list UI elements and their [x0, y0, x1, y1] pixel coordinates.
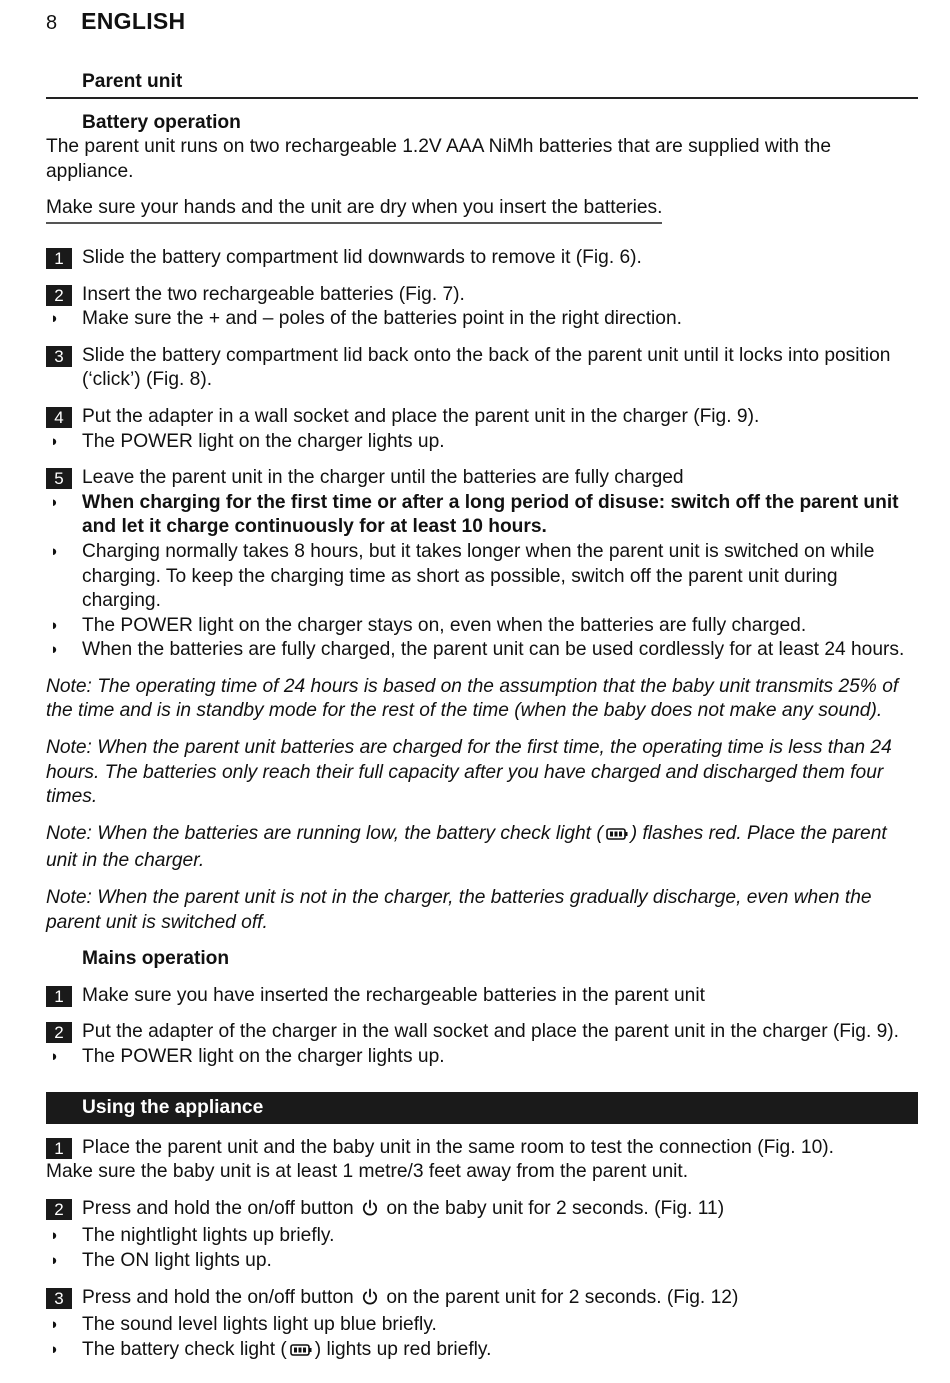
step-text-end: on the baby unit for 2 seconds. (Fig. 11) — [386, 1197, 725, 1219]
step-item — [46, 405, 918, 430]
bullet-item — [46, 430, 918, 455]
language-label: ENGLISH — [81, 8, 186, 34]
battery-icon — [289, 1341, 313, 1366]
step-text: Put the adapter in a wall socket and place the parent unit in the charger (Fig. 9). — [82, 405, 760, 427]
bullet-arrow-icon: ◗ — [50, 1251, 60, 1269]
step-item — [46, 1136, 918, 1161]
step-item — [46, 344, 918, 393]
mains-step-2 — [46, 1020, 918, 1069]
bullet-item — [46, 614, 918, 639]
step-subtext: Make sure the baby unit is at least 1 metre/3 feet away from the parent unit. — [46, 1161, 689, 1183]
step-text: Insert the two rechargeable batteries (Fig. 7). — [82, 283, 465, 305]
page-number: 8 — [46, 12, 58, 34]
note-discharge: Note: When the parent unit is not in the charger, the batteries gradually discharge, even when the parent unit is switched off. — [46, 887, 872, 933]
bullet-arrow-icon: ◗ — [50, 616, 60, 634]
battery-step-2 — [46, 283, 918, 332]
bullet-text: Make sure the + and – poles of the batteries point in the right direction. — [82, 308, 682, 330]
note-first-charge: Note: When the parent unit batteries are charged for the first time, the operating time is less than 24 hours. The batteries only reach their full capacity after you have charged and discharged them four times. — [46, 737, 892, 808]
bullet-item — [46, 1249, 918, 1274]
bullet-text: The nightlight lights up briefly. — [82, 1225, 335, 1247]
parent-unit-heading-block — [46, 70, 918, 99]
bullet-text: Charging normally takes 8 hours, but it takes longer when the parent unit is switched on while charging. To keep the charging time as short as possible, switch off the parent unit during charging. — [82, 540, 875, 612]
bullet-item — [46, 491, 918, 540]
step-text: Place the parent unit and the baby unit in the same room to test the connection (Fig. 10). — [82, 1136, 834, 1158]
bullet-item — [46, 540, 918, 614]
bullet-item — [46, 1224, 918, 1249]
battery-icon — [605, 825, 629, 850]
bullet-arrow-icon: ◗ — [50, 310, 60, 328]
battery-warning-block — [46, 196, 918, 224]
parent-unit-heading: Parent unit — [82, 71, 183, 92]
step-item — [46, 283, 918, 308]
step-number: 2 — [46, 1022, 72, 1043]
mains-operation-heading: Mains operation — [82, 948, 230, 970]
battery-warning-text: Make sure your hands and the unit are dry when you insert the batteries. — [46, 196, 662, 224]
step-number: 1 — [46, 248, 72, 269]
bullet-text: When the batteries are fully charged, the parent unit can be used cordlessly for at least 24 hours. — [82, 639, 905, 661]
step-number: 2 — [46, 1199, 72, 1220]
bullet-arrow-icon: ◗ — [50, 493, 60, 511]
step-number: 4 — [46, 407, 72, 428]
bullet-arrow-icon: ◗ — [50, 1316, 60, 1334]
bullet-text: The POWER light on the charger lights up. — [82, 430, 445, 452]
step-number: 1 — [46, 986, 72, 1007]
step-text: Put the adapter of the charger in the wall socket and place the parent unit in the charger (Fig. 9). — [82, 1021, 900, 1043]
bullet-arrow-icon: ◗ — [50, 1227, 60, 1245]
step-item — [46, 984, 918, 1009]
power-icon — [361, 1288, 379, 1314]
battery-step-1 — [46, 246, 918, 271]
step-text: Slide the battery compartment lid back onto the back of the parent unit until it locks into position (‘click’) (Fig. 8). — [82, 344, 891, 391]
note-text-start: Note: When the batteries are running low, the battery check light ( — [46, 822, 603, 844]
bullet-arrow-icon: ◗ — [50, 432, 60, 450]
step-text-end: on the parent unit for 2 seconds. (Fig. 12) — [386, 1286, 739, 1308]
bullet-text: The POWER light on the charger stays on, even when the batteries are fully charged. — [82, 614, 807, 636]
page-header — [46, 8, 185, 35]
note-operating-time: Note: The operating time of 24 hours is based on the assumption that the baby unit transmits 25% of the time and is in standby mode for the rest of the time (when the baby does not make any sound). — [46, 675, 899, 722]
step-text-start: Press and hold the on/off button — [82, 1286, 354, 1308]
step-item — [46, 1197, 918, 1225]
battery-operation-heading: Battery operation — [82, 111, 241, 133]
step-text: Slide the battery compartment lid downwards to remove it (Fig. 6). — [82, 246, 642, 268]
mains-step-1 — [46, 984, 918, 1009]
step-text-start: Press and hold the on/off button — [82, 1197, 354, 1219]
battery-intro-text: The parent unit runs on two rechargeable 1.2V AAA NiMh batteries that are supplied with the appliance. — [46, 136, 832, 182]
step-item — [46, 1020, 918, 1045]
using-step-2 — [46, 1197, 918, 1274]
step-number: 3 — [46, 1288, 72, 1309]
bullet-item — [46, 1338, 918, 1366]
using-step-1 — [46, 1136, 918, 1185]
bullet-text: The ON light lights up. — [82, 1249, 272, 1271]
step-item — [46, 1286, 918, 1314]
power-icon — [361, 1199, 379, 1225]
step-number: 2 — [46, 285, 72, 306]
note-text-end: ) flashes red. Place the parent unit in the charger. — [46, 822, 887, 872]
bullet-arrow-icon: ◗ — [50, 1048, 60, 1065]
bullet-item — [46, 1313, 918, 1338]
bullet-text: The sound level lights light up blue briefly. — [82, 1314, 437, 1336]
step-number: 3 — [46, 346, 72, 367]
bullet-text: The POWER light on the charger lights up. — [82, 1046, 445, 1067]
bullet-item — [46, 1045, 918, 1070]
bullet-item — [46, 638, 918, 663]
bullet-text: When charging for the first time or after a long period of disuse: switch off the parent unit and let it charge continuously for at least 10 hours. — [82, 491, 899, 538]
bullet-arrow-icon: ◗ — [50, 1340, 60, 1358]
step-item — [46, 246, 918, 271]
bullet-arrow-icon: ◗ — [50, 641, 60, 659]
step-text: Make sure you have inserted the rechargeable batteries in the parent unit — [82, 984, 705, 1006]
using-appliance-heading: Using the appliance — [46, 1092, 918, 1124]
step-number: 1 — [46, 1138, 72, 1159]
battery-step-3 — [46, 344, 918, 393]
bullet-text-end: ) lights up red briefly. — [314, 1338, 492, 1360]
step-text: Leave the parent unit in the charger until the batteries are fully charged — [82, 467, 684, 489]
bullet-text-start: The battery check light ( — [82, 1338, 287, 1360]
bullet-arrow-icon: ◗ — [50, 542, 60, 560]
step-number: 5 — [46, 468, 72, 489]
using-step-3 — [46, 1286, 918, 1366]
page-content — [46, 70, 918, 1377]
note-low-battery — [46, 822, 918, 874]
battery-step-5 — [46, 466, 918, 663]
bullet-item — [46, 307, 918, 332]
step-item — [46, 466, 918, 491]
battery-step-4 — [46, 405, 918, 454]
